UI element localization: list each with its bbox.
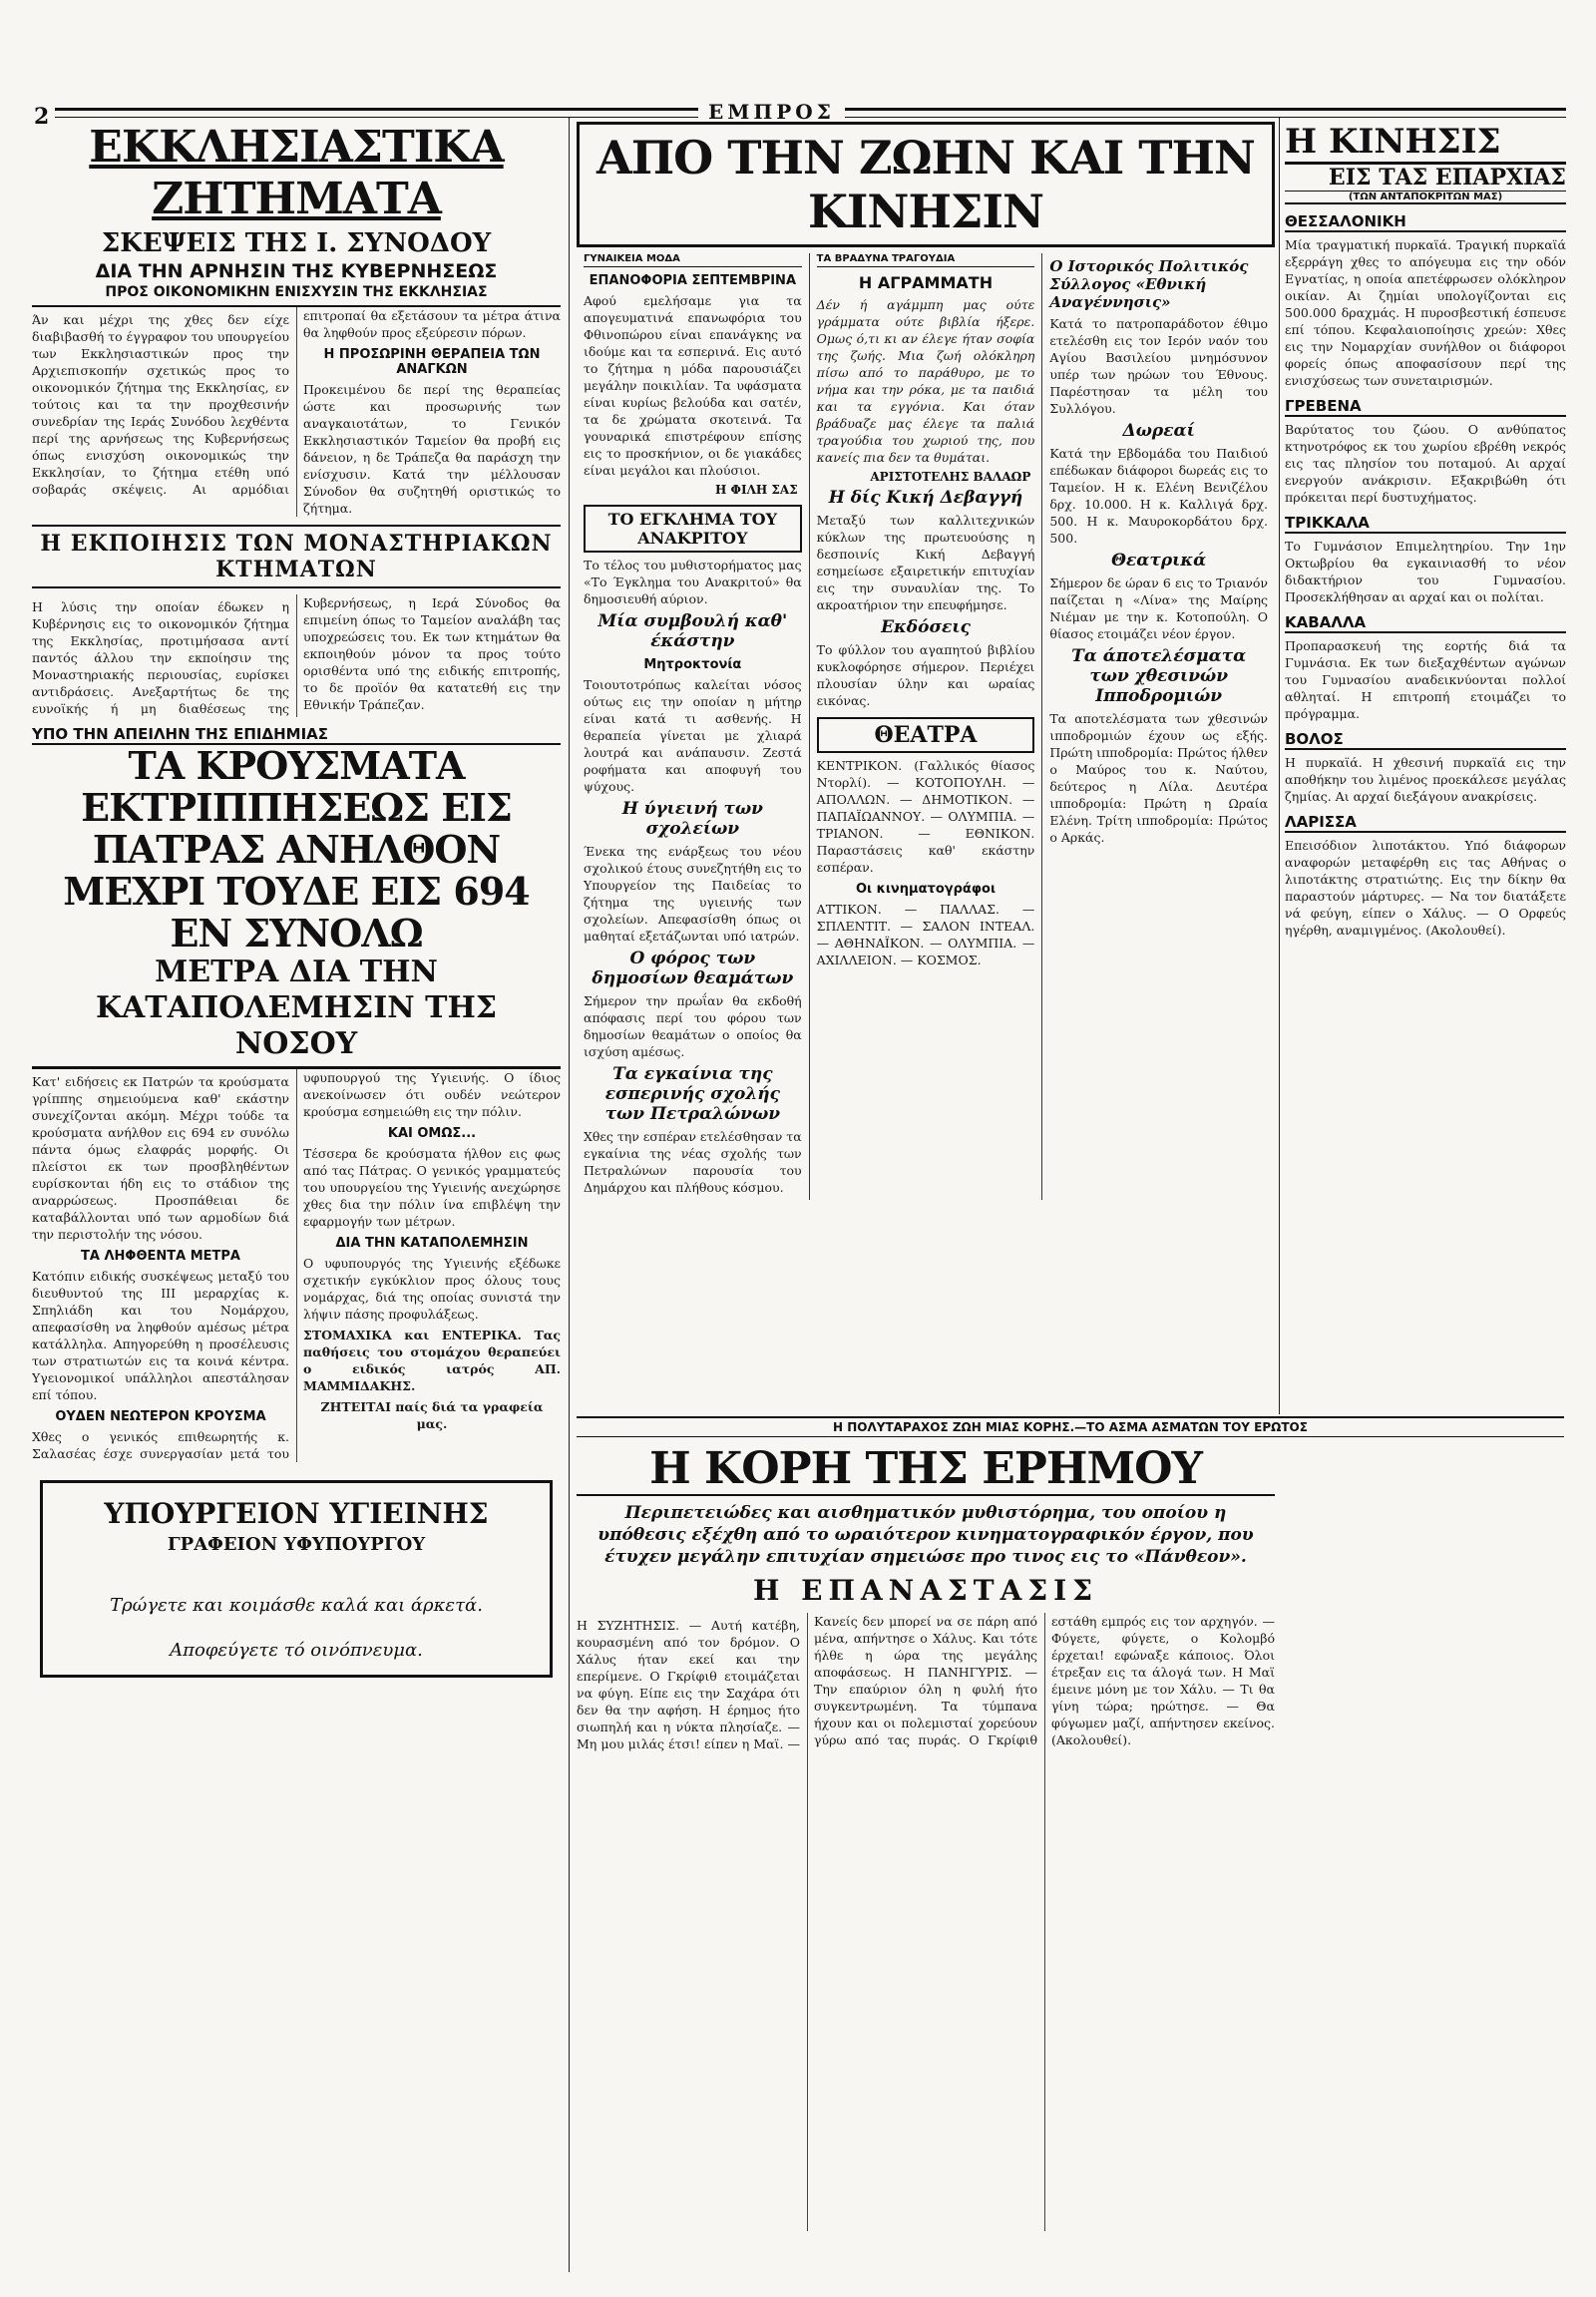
city-2 — [1285, 514, 1566, 605]
city-0 — [1285, 212, 1566, 389]
serial-chapter: Η ΕΠΑΝΑΣΤΑΣΙΣ — [752, 1574, 1099, 1607]
serial-title: Η ΚΟΡΗ ΤΗΣ ΕΡΗΜΟΥ — [577, 1443, 1275, 1496]
life-column-c — [1042, 253, 1275, 1200]
publications-title: Εκδόσεις — [881, 617, 971, 637]
church-deck: ΣΚΕΨΕΙΣ ΤΗΣ Ι. ΣΥΝΟΔΟΥ — [101, 228, 492, 258]
schools-body: Ένεκα της ενάρξεως του νέου σχολικού έτους συνεζητήθη εις το Υπουργείον της Παιδείας το ζήτημα της υγιεινής των σχολείων. Απεφασίσθη όπως οι μαθηταί εξετάζωνται υπό ιατρών. — [584, 844, 802, 944]
life-column-b — [810, 253, 1043, 1200]
fashion-title: ΕΠΑΝΟΦΟΡΙΑ ΣΕΠΤΕΜΒΡΙΝΑ — [589, 273, 797, 288]
health-ministry-ad — [40, 1480, 553, 1678]
anakritou-body: Το τέλος του μυθιστορήματος μας «Το Έγκλημα του Ανακριτού» θα δημοσιευθή αύριον. — [584, 558, 802, 606]
serial-kicker: Η ΠΟΛΥΤΑΡΑΧΟΣ ΖΩΗ ΜΙΑΣ ΚΟΡΗΣ.—ΤΟ ΑΣΜΑ ΑΣΜΑΤΩΝ ΤΟΥ ΕΡΩΤΟΣ — [577, 1416, 1564, 1437]
society-body: Κατά το πατροπαράδοτον έθιμο ετελέσθη εις τον Ιερόν ναόν του Αγίου Βασιλείου μνημόσυνον υπέρ των ηρώων του Έθνους. Παρέστησαν τα μέλη του Συλλόγου. — [1049, 316, 1269, 416]
advice-subtitle: Μητροκτονία — [643, 657, 742, 672]
races-body: Τα αποτελέσματα των χθεσινών ιπποδρομιών έχουν ως εξής. Πρώτη ιπποδρομία: Πρώτος ήλθεν ο Μαύρος του κ. Ναύτου, δεύτερος η Λίλα. Δευτέρα ιπποδρομία: Πρώτη η Ωραία Ελένη. Τρίτη ιπποδρομία: Πρώτος ο Αρκάς. — [1049, 711, 1269, 845]
tax-title: Ο φόρος των δημοσίων θεαμάτων — [592, 949, 794, 988]
provinces-correspondents: (ΤΩΝ ΑΝΤΑΠΟΚΡΙΤΩΝ ΜΑΣ) — [1285, 191, 1566, 204]
monastery-body: Η λύσις την οποίαν έδωκεν η Κυβέρνησις εις το οικονομικόν ζήτημα της Εκκλησίας, προτιμήσασα αντί παντός άλλου την εκποίησιν της Μοναστηριακής περιουσίας, ευρίσκει αντιδράσεις. Ανεξαρτήτως δε της ευνοϊκής ή μη διαθέσεως της Κυβερνήσεως, η Ιερά Σύνοδος θα επιμείνη όπως το Ταμείον αναλάβη τας υποχρεώσεις του. Εκ των κτημάτων θα εκποιηθούν μόνον τα προς τούτο ορισθέντα υπό της ειδικής επιτροπής, το δε προϊόν θα κατατεθή εις την Εθνικήν Τράπεζαν. — [32, 595, 561, 716]
city-name: ΓΡΕΒΕΝΑ — [1285, 397, 1566, 417]
epidemic-subhead-3: ΚΑΙ ΟΜΩΣ... — [387, 1126, 477, 1141]
epidemic-banner: ΥΠΟ ΤΗΝ ΑΠΕΙΛΗΝ ΤΗΣ ΕΠΙΔΗΜΙΑΣ — [32, 725, 561, 745]
epidemic-subhead-2: ΟΥΔΕΝ ΝΕΩΤΕΡΟΝ ΚΡΟΥΣΜΑ — [55, 1409, 266, 1424]
city-body: Η πυρκαϊά. Η χθεσινή πυρκαϊά εις την αποθήκην του λιμένος προεκάλεσε μεγάλας ζημίας. Αι αρχαί διεξάγουν ανακρίσεις. — [1285, 755, 1566, 804]
city-body: Μία τραγματική πυρκαϊά. Τραγική πυρκαϊά εξερράγη χθες το απόγευμα εις την οδόν Εγνατίας, η οποία απετέφρωσεν ολόκληρον οικίαν. Αι ζημίαι υπολογίζονται εις 500.000 δραχμάς. Η πυροσβεστική έσπευσε επί τόπου. Κεφαλαιοποίησις χρεών: Χθες εις την Νομαρχίαν συνήλθον οι διάφοροι φορείς όπως αποφασίσουν περί της ενισχύσεως των συνεταιρισμών. — [1285, 237, 1566, 388]
epidemic-subhead-4: ΔΙΑ ΤΗΝ ΚΑΤΑΠΟΛΕΜΗΣΙΝ — [335, 1236, 529, 1251]
songs-signature: ΑΡΙΣΤΟΤΕΛΗΣ ΒΑΛΑΩΡ — [870, 470, 1031, 484]
advice-title: Μία συμβουλή καθ' έκάστην — [598, 611, 788, 651]
fashion-signature: Η ΦΙΛΗ ΣΑΣ — [714, 483, 798, 497]
songs-title: Η ΑΓΡΑΜΜΑΤΗ — [858, 273, 994, 292]
schools-title: Η ύγιεινή των σχολείων — [621, 799, 763, 839]
epidemic-subheadline: ΜΕΤΡΑ ΔΙΑ ΤΗΝ ΚΑΤΑΠΟΛΕΜΗΣΙΝ ΤΗΣ ΝΟΣΟΥ — [32, 955, 561, 1069]
devangi-body: Μεταξύ των καλλιτεχνικών κύκλων της πρωτευούσης η δεσποινίς Κική Δεβαγγή εσημείωσε εξαιρετικήν επιτυχίαν εις την συναυλίαν της. Το ακροατήριον την επευφήμησε. — [816, 513, 1035, 612]
life-headline: ΑΠΟ ΤΗΝ ΖΩΗΝ ΚΑΙ ΤΗΝ ΚΙΝΗΣΙΝ — [577, 122, 1275, 247]
evening-school-body: Χθες την εσπέραν ετελέσθησαν τα εγκαίνια της νέας σχολής των Πετραλώνων παρουσία του Δημάρχου και πλήθους κόσμου. — [584, 1129, 802, 1195]
theatres-body: ΚΕΝΤΡΙΚΟΝ. (Γαλλικός θίασος Ντορλί). — ΚΟΤΟΠΟΥΛΗ. — ΑΠΟΛΛΩΝ. — ΔΗΜΟΤΙΚΟΝ. — ΠΑΠΑΪΩΑΝΝΟΥ. — ΟΛΥΜΠΙΑ. — ΤΡΙΑΝΟΝ. — ΕΘΝΙΚΟΝ. Παραστάσεις καθ' εκάστην εσπέραν. — [816, 758, 1035, 875]
theatrical-body: Σήμερον δε ώραν 6 εις το Τριανόν παίζεται η «Λίνα» της Μαίρης Νιέμαν με την κ. Κοτοπούλη. Ο θίασος ετοιμάζει νέον έργον. — [1049, 575, 1269, 641]
church-deck3: ΠΡΟΣ ΟΙΚΟΝΟΜΙΚΗΝ ΕΝΙΣΧΥΣΙΝ ΤΗΣ ΕΚΚΛΗΣΙΑΣ — [32, 283, 561, 307]
church-body-1: Άν και μέχρι της χθες δεν είχε διαβιβασθή το έγγραφον του υπουργείου των Εκκλησιαστικών προς την Αρχιεπισκοπήν σχετικώς προς το οικονομικόν ζήτημα της Εκκλησίας, εν τούτοις και τα την προχθεσινήν συνεδρίαν της Ιεράς Συνόδου λεχθέντα περί της αρνήσεως της Κυβερνήσεως όπως ενισχύση οικονομικώς την Εκκλησίαν, το ζήτημα ετέθη υπό σοβαράς σκέψεις. Αι αρμόδιαι επιτροπαί θα εξετάσουν τα μέτρα άτινα θα ληφθούν προς εξεύρεσιν πόρων. — [32, 308, 561, 497]
songs-body: Δέν ή αγάμμπη μας ούτε γράμματα ούτε βιβλία ήξερε. Ομως ό,τι κι αν έλεγε ήταν σοφία της ζωής. Μια ζωή ολόκληρη πίσω από το παράθυρο, με το νήμα και την ρόκα, με τα παιδιά και τα εγγόνια. Και όταν βράδυαζε μας έλεγε τα παλιά τραγούδια του χωριού της, που κανείς πια δεν τα θυμάται. — [816, 297, 1035, 465]
city-name: ΚΑΒΑΛΛΑ — [1285, 613, 1566, 633]
city-5 — [1285, 813, 1566, 939]
ad-ministry: ΥΠΟΥΡΓΕΙΟΝ ΥΓΙΕΙΝΗΣ — [104, 1497, 489, 1530]
church-body-2: Προκειμένου δε περί της θεραπείας ώστε και προσωρινής των αναγκαιοτάτων, το Γενικόν Εκκλησιαστικόν Ταμείον θα προβή εις δάνειον, η δε Τράπεζα θα παράσχη την ενίσχυσιν. Κατά την μέλλουσαν Σύνοδον θα συζητηθή οριστικώς το ζήτημα. — [303, 382, 561, 516]
city-name: ΘΕΣΣΑΛΟΝΙΚΗ — [1285, 212, 1566, 232]
page-number: 2 — [28, 104, 55, 130]
serial-intro: Περιπετειώδες και αισθηματικόν μυθιστόρημα, του οποίου η υπόθεσις εξέχθη από το ωραιότερον κινηματογραφικόν έργον, που έτυχεν μεγάλην επιτυχίαν σημειώσε προ τινος εις το «Πάνθεον». — [598, 1503, 1254, 1567]
masthead: ΕΜΠΡΟΣ — [698, 100, 845, 124]
city-3 — [1285, 613, 1566, 722]
epidemic-article — [32, 1069, 561, 1462]
serial-body: Η ΣΥΖΗΤΗΣΙΣ. — Αυτή κατέβη, κουρασμένη από τον δρόμον. Ο Χάλυς ήταν εκεί και την επερίμενε. Ο Γκρίφιθ ετοιμάζεται να φύγη. Είπε εις την Σαχάρα ότι δεν θα την αφήση. Η έρημος ήτο σιωπηλή και η νύκτα πλησίαζε. — Μη μου μιλάς έτσι! είπεν η Μαϊ. — Κανείς δεν μπορεί να σε πάρη από μένα, απήντησε ο Χάλυς. Και τότε ήλθε η ώρα της μεγάλης αποφάσεως. Η ΠΑΝΗΓΥΡΙΣ. — Την επαύριον όλη η φυλή ήτο συγκεντρωμένη. Τα τύμπανα ήχουν και οι πολεμισταί χορεύουν γύρω από τας πυράς. Ο Γκρίφιθ εστάθη εμπρός εις τον αρχηγόν. — Φύγετε, φύγετε, ο Κολομβό έρχεται! εφώναξε κάποιος. Όλοι έτρεξαν εις τα άλογά των. Η Μαϊ έμεινε μόνη με τον Χάλυ. — Τι θα γίνη τώρα; ηρώτησε. — Θα φύγωμεν μαζί, απήντησεν εκείνος. (Ακολουθεί). — [577, 1614, 1275, 1751]
column-rule-1 — [569, 118, 570, 2272]
epidemic-headline: ΤΑ ΚΡΟΥΣΜΑΤΑ ΕΚΤΡΙΠΠΗΣΕΩΣ ΕΙΣ ΠΑΤΡΑΣ ΑΝΗΛΘΟΝ ΜΕΧΡΙ ΤΟΥΔΕ ΕΙΣ 694 ΕΝ ΣΥΝΟΛΩ — [63, 743, 530, 956]
theatres-title: ΘΕΑΤΡΑ — [817, 717, 1035, 753]
wanted-notice: ΖΗΤΕΙΤΑΙ παίς διά τα γραφεία μας. — [320, 1399, 544, 1431]
church-article — [32, 307, 561, 517]
city-name: ΤΡΙΚΚΑΛΑ — [1285, 514, 1566, 534]
fashion-label: ΓΥΝΑΙΚΕΙΑ ΜΟΔΑ — [584, 253, 802, 267]
publications-body: Το φύλλον του αγαπητού βιβλίου κυκλοφόρησε σήμερον. Περιέχει πλουσίαν ύλην και ωραίας εικόνας. — [816, 642, 1035, 708]
church-kicker: ΕΚΚΛΗΣΙΑΣΤΙΚΑ ΖΗΤΗΜΑΤΑ — [89, 122, 504, 224]
theatrical-title: Θεατρικά — [1111, 551, 1207, 571]
anakritou-title: ΤΟ ΕΓΚΛΗΜΑ ΤΟΥ ΑΝΑΚΡΙΤΟΥ — [584, 505, 802, 553]
races-title: Τα άποτελέσματα των χθεσινών Ιπποδρομιών — [1071, 646, 1247, 706]
society-title: Ο Ιστορικός Πολιτικός Σύλλογος «Εθνική Αναγέννησις» — [1049, 257, 1249, 311]
provinces-subhead: ΕΙΣ ΤΑΣ ΕΠΑΡΧΙΑΣ — [1285, 165, 1566, 191]
donations-title: Δωρεαί — [1122, 421, 1195, 441]
epidemic-body-1: Κατ' ειδήσεις εκ Πατρών τα κρούσματα γρίππης σημειούμενα καθ' εκάστην συνεχίζονται ακόμη. Μέχρι τούδε τα κρούσματα ανήλθον εις 694 εν συνόλω πάντα όμως ελαφράς μορφής. Οι πλείστοι εκ των προσβληθέντων ευρίσκονται ήδη εις το στάδιον της αναρρώσεως. Προσπάθειαι δε καταβάλλονται υπό των αρμοδίων διά την περιστολήν της νόσου. — [32, 1074, 289, 1242]
ad-advice-2: Αποφεύγετε τό οινόπνευμα. — [170, 1640, 423, 1661]
city-body: Επεισόδιον λιποτάκτου. Υπό διάφορων αναφορών μεταφέρθη εις τας Αθήνας ο λιποτάκτης στρατιώτης. Εις την δίκην θα παραστούν μάρτυρες. — Να τον διατάξετε νά φεύγη, είπεν ο Χάλυς. — Ο Ορφεύς ηγέρθη, αναμιγμένος. (Ακολουθεί). — [1285, 838, 1566, 938]
left-column — [32, 122, 561, 2266]
column-rule-2 — [1279, 118, 1280, 1414]
monastery-headline: Η ΕΚΠΟΙΗΣΙΣ ΤΩΝ ΜΟΝΑΣΤΗΡΙΑΚΩΝ ΚΤΗΜΑΤΩΝ — [32, 525, 561, 588]
epidemic-body-5: Ο υφυπουργός της Υγιεινής εξέδωκε σχετικήν εγκύκλιον προς όλους τους νομάρχας, διά της οποίας συνιστά την λήψιν πάσης προφυλάξεως. — [303, 1256, 561, 1322]
monastery-article — [32, 594, 561, 717]
provinces-head: Η ΚΙΝΗΣΙΣ — [1285, 122, 1566, 165]
cinemas-title: Οι κινηματογράφοι — [855, 882, 997, 897]
devangi-title: Η δίς Κική Δεβαγγή — [828, 488, 1023, 508]
church-deck2: ΔΙΑ ΤΗΝ ΑΡΝΗΣΙΝ ΤΗΣ ΚΥΒΕΡΝΗΣΕΩΣ — [95, 260, 498, 282]
city-1 — [1285, 397, 1566, 506]
epidemic-subhead-1: ΤΑ ΛΗΦΘΕΝΤΑ ΜΕΤΡΑ — [81, 1249, 240, 1264]
city-name: ΛΑΡΙΣΣΑ — [1285, 813, 1566, 833]
center-section — [577, 122, 1275, 1408]
serial-text — [577, 1613, 1275, 2231]
fashion-body: Αφού εμελήσαμε για τα απογευματινά επανωφόρια του Φθινοπώρου είναι επανάγκης να ιδούμε και τα εσπερινά. Εις αυτό το ζήτημα η μόδα παρουσιάζει μεγάλην ποικιλίαν. Τα υφάσματα είναι κυρίως βελούδα και σατέν, τα δε χρώματα σκοτεινά. Τα γουναρικά επιστρέφουν επίσης εις το προσκήνιον, οι δε γιακάδες είναι μεγάλοι και πλούσιοι. — [584, 293, 802, 478]
epidemic-body-4: Τέσσερα δε κρούσματα ήλθον εις φως από τας Πάτρας. Ο γενικός γραμματεύς του υπουργείου της Υγιεινής ανεχώρησε χθες δια την πόλιν ίνα επιβλέψη την εφαρμογήν των μέτρων. — [303, 1146, 561, 1229]
epidemic-body-2: Κατόπιν ειδικής συσκέψεως μεταξύ του διευθυντού της ΙΙΙ μεραρχίας κ. Σπηλιάδη και του Νομάρχου, απεφασίσθη να ληφθούν αμέσως μέτρα κατάλληλα. Απηγορεύθη η προσέλευσις των στρατιωτών εις τα κοινά κέντρα. Υγειονομικοί υπάλληλοι απεστάλησαν επί τόπου. — [32, 1269, 289, 1402]
right-column — [1285, 122, 1566, 2266]
city-body: Προπαρασκευή της εορτής διά τα Γυμνάσια. Εκ των διεξαχθέντων αγώνων του Γυμνασίου αναδεικνύονται πολλοί αθληταί. Η επιτροπή ετοιμάζει το πρόγραμμα. — [1285, 638, 1566, 721]
life-columns — [577, 253, 1275, 1200]
tax-body: Σήμερον την πρωΐαν θα εκδοθή απόφασις περί του φόρου των δημοσίων θεαμάτων ο οποίος θα ισχύση αμέσως. — [584, 993, 802, 1059]
ad-office: ΓΡΑΦΕΙΟΝ ΥΦΥΠΟΥΡΓΟΥ — [167, 1534, 426, 1555]
advice-body: Τοιουτοτρόπως καλείται νόσος ούτως εις την οποίαν η μήτηρ είναι κατά τι ασθενής. Η θεραπεία γίνεται με χλιαρά λουτρά και ανάπαυσιν. Ζεστά ροφήματα και αποφυγή του ψύχους. — [584, 677, 802, 794]
serial-header — [577, 1443, 1275, 1607]
doctor-ad: ΣΤΟΜΑΧΙΚΑ και ΕΝΤΕΡΙΚΑ. Τας παθήσεις του στομάχου θεραπεύει ο ειδικός ιατρός ΑΠ. ΜΑΜΜΙΔΑΚΗΣ. — [303, 1328, 561, 1393]
evening-school-title: Τα εγκαίνια της εσπερινής σχολής των Πετραλώνων — [604, 1064, 781, 1124]
city-body: Το Γυμνάσιον Επιμελητηρίου. Την 1ην Οκτωβρίου θα εγκαινιασθή το νέον διδακτήριον του Γυμνασίου. Προσεκλήθησαν αι αρχαί και οι πολίται. — [1285, 539, 1566, 604]
life-column-a — [577, 253, 810, 1200]
donations-body: Κατά την Εβδομάδα του Παιδιού επέδωκαν διάφοροι δωρεάς εις το Ταμείον. Η κ. Ελένη Βενιζέλου δρχ. 10.000. Η κ. Καλλιγά δρχ. 500. Η κ. Μαυροκορδάτου δρχ. 500. — [1049, 446, 1269, 546]
city-name: ΒΟΛΟΣ — [1285, 730, 1566, 750]
epidemic-body-3: Χθες ο γενικός επιθεωρητής κ. Σαλασέας έσχε συνεργασίαν μετά του υφυπουργού της Υγιεινής. Ο ίδιος ανεκοίνωσεν ότι ουδέν νεώτερον κρούσμα εσημειώθη εις την πόλιν. — [32, 1070, 561, 1461]
city-4 — [1285, 730, 1566, 805]
ad-advice-1: Τρώγετε και κοιμάσθε καλά και άρκετά. — [110, 1595, 483, 1616]
songs-label: ΤΑ ΒΡΑΔΥΝΑ ΤΡΑΓΟΥΔΙΑ — [817, 253, 1035, 267]
cinemas-body: ΑΤΤΙΚΟΝ. — ΠΑΛΛΑΣ. — ΣΠΛΕΝΤΙΤ. — ΣΑΛΟΝ ΙΝΤΕΑΛ. — ΑΘΗΝΑΪΚΟΝ. — ΟΛΥΜΠΙΑ. — ΑΧΙΛΛΕΙΟΝ. — ΚΟΣΜΟΣ. — [816, 902, 1035, 967]
city-body: Βαρύτατος του ζώου. Ο ανθύπατος κτηνοτρόφος εκ του χωρίου εβρέθη νεκρός εις τας πλησίον του ποταμού. Αι αρχαί ενεργούν ανάκρισιν. Εξακριβώθη ότι πρόκειται περί δυστυχήματος. — [1285, 422, 1566, 505]
church-subhead: Η ΠΡΟΣΩΡΙΝΗ ΘΕΡΑΠΕΙΑ ΤΩΝ ΑΝΑΓΚΩΝ — [323, 347, 541, 377]
